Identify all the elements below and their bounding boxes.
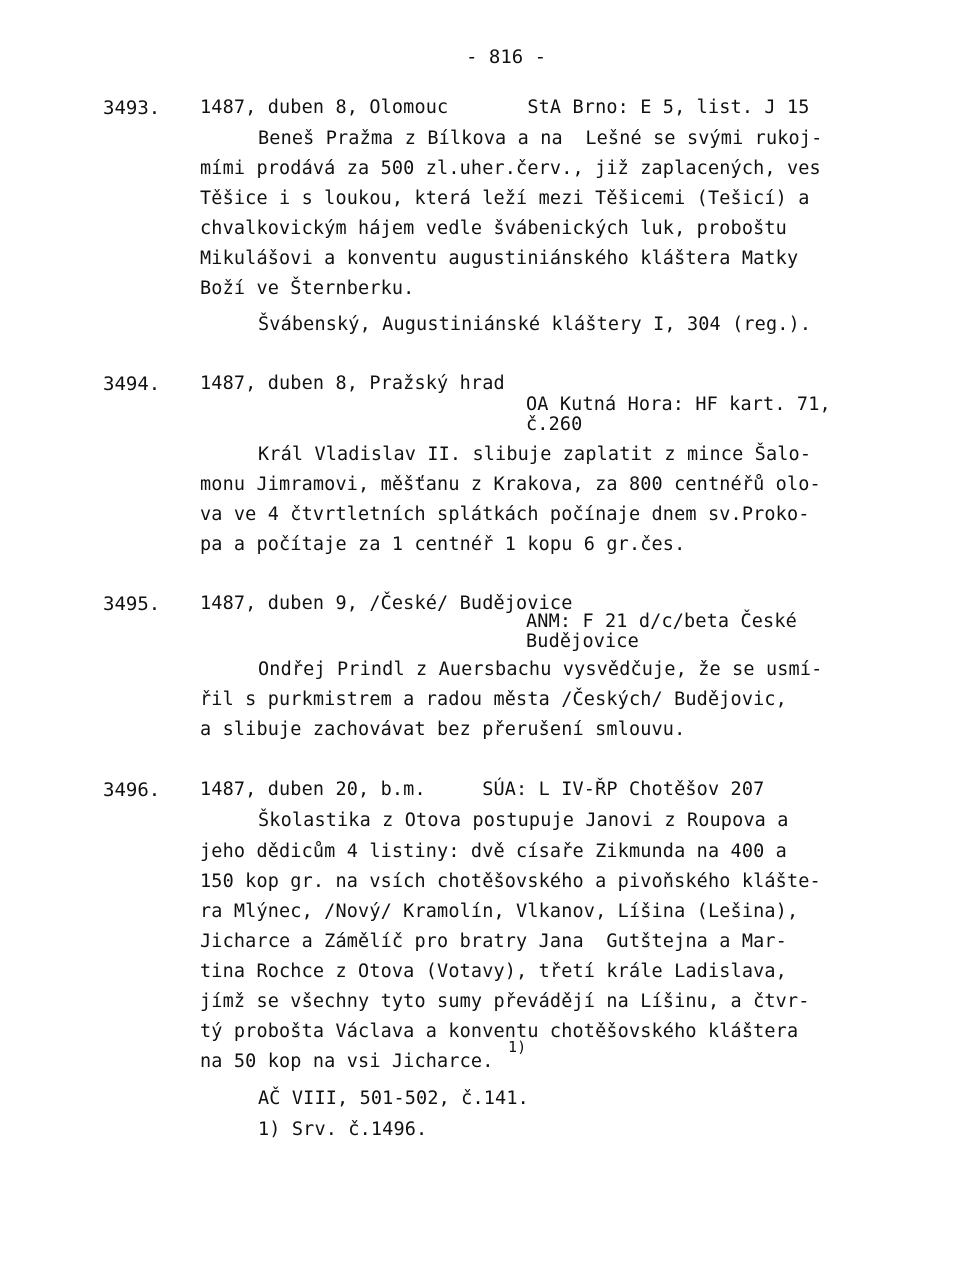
- entry-text-line: a slibuje zachovávat bez přerušení smlouvu.: [200, 719, 686, 740]
- entry-archive-line: ANM: F 21 d/c/beta České: [526, 611, 797, 632]
- entry-text-line: Beneš Pražma z Bílkova a na Lešné se svými rukoj-: [258, 128, 823, 149]
- page-number: - 816 -: [466, 46, 547, 68]
- entry-text-line: Jicharce a Zámělíč pro bratry Jana Gutštejna a Mar-: [200, 931, 787, 952]
- entry-number: 3495.: [103, 593, 161, 615]
- entry-archive-line: č.260: [526, 414, 583, 435]
- entry-text-line: tina Rochce z Otova (Votavy), třetí krále Ladislava,: [200, 961, 787, 982]
- entry-text-line: na 50 kop na vsi Jicharce.: [200, 1051, 494, 1072]
- entry-header-line: 1487, duben 8, Olomouc StA Brno: E 5, list. J 15: [200, 97, 810, 118]
- entry-text-line: pa a počítaje za 1 centnéř 1 kopu 6 gr.čes.: [200, 534, 686, 555]
- entry-header-line: 1487, duben 20, b.m. SÚA: L IV-ŘP Chotěšov 207: [200, 779, 765, 800]
- entry-text-line: Král Vladislav II. slibuje zaplatit z mince Šalo-: [258, 444, 812, 465]
- entry-number: 3493.: [103, 97, 161, 119]
- entry-text-line: jímž se všechny tyto sumy převádějí na Líšinu, a čtvr-: [200, 991, 810, 1012]
- entry-text-line: 150 kop gr. na vsích chotěšovského a pivoňského kláštе-: [200, 871, 821, 892]
- entry-text-line: chvalkovickým hájem vedle švábenických luk, proboštu: [200, 218, 787, 239]
- entry-text-line: monu Jimramovi, měšťanu z Krakova, za 800 centnéřů olo-: [200, 474, 821, 495]
- entry-header-line: 1487, duben 8, Pražský hrad: [200, 373, 505, 394]
- entry-text-line: řil s purkmistrem a radou města /Českých/ Budějovic,: [200, 689, 787, 710]
- entry-text-line: Mikulášovi a konventu augustiniánského kláštera Matky: [200, 248, 799, 269]
- entry-text-line: Boží ve Šternberku.: [200, 278, 415, 299]
- entry-text-line: tý probošta Václava a konventu chotěšovského kláštera: [200, 1021, 799, 1042]
- entry-source-line: Švábenský, Augustiniánské kláštery I, 304 (reg.).: [258, 314, 812, 335]
- entry-text-line: mími prodává za 500 zl.uher.červ., již zaplacených, ves: [200, 158, 821, 179]
- footnote-marker: 1): [508, 1038, 527, 1056]
- entry-header-line: 1487, duben 9, /České/ Budějovice: [200, 593, 573, 614]
- entry-text-line: jeho dědicům 4 listiny: dvě císaře Zikmunda na 400 a: [200, 841, 787, 862]
- entry-number: 3494.: [103, 373, 161, 395]
- entry-text-line: ra Mlýnec, /Nový/ Kramolín, Vlkanov, Líšina (Lešina),: [200, 901, 799, 922]
- entry-source-line: AČ VIII, 501-502, č.141.: [258, 1088, 529, 1109]
- entry-text-line: Školastika z Otova postupuje Janovi z Roupova a: [258, 810, 789, 831]
- entry-number: 3496.: [103, 779, 161, 801]
- entry-archive-line: Budějovice: [526, 631, 639, 652]
- entry-text-line: Těšice i s loukou, která leží mezi Těšicemi (Tešicí) a: [200, 188, 810, 209]
- entry-archive-line: OA Kutná Hora: HF kart. 71,: [526, 394, 831, 415]
- entry-text-line: Ondřej Prindl z Auersbachu vysvědčuje, že se usmí-: [258, 659, 823, 680]
- entry-text-line: va ve 4 čtvrtletních splátkách počínaje dnem sv.Proko-: [200, 504, 810, 525]
- footnote-line: 1) Srv. č.1496.: [258, 1119, 428, 1140]
